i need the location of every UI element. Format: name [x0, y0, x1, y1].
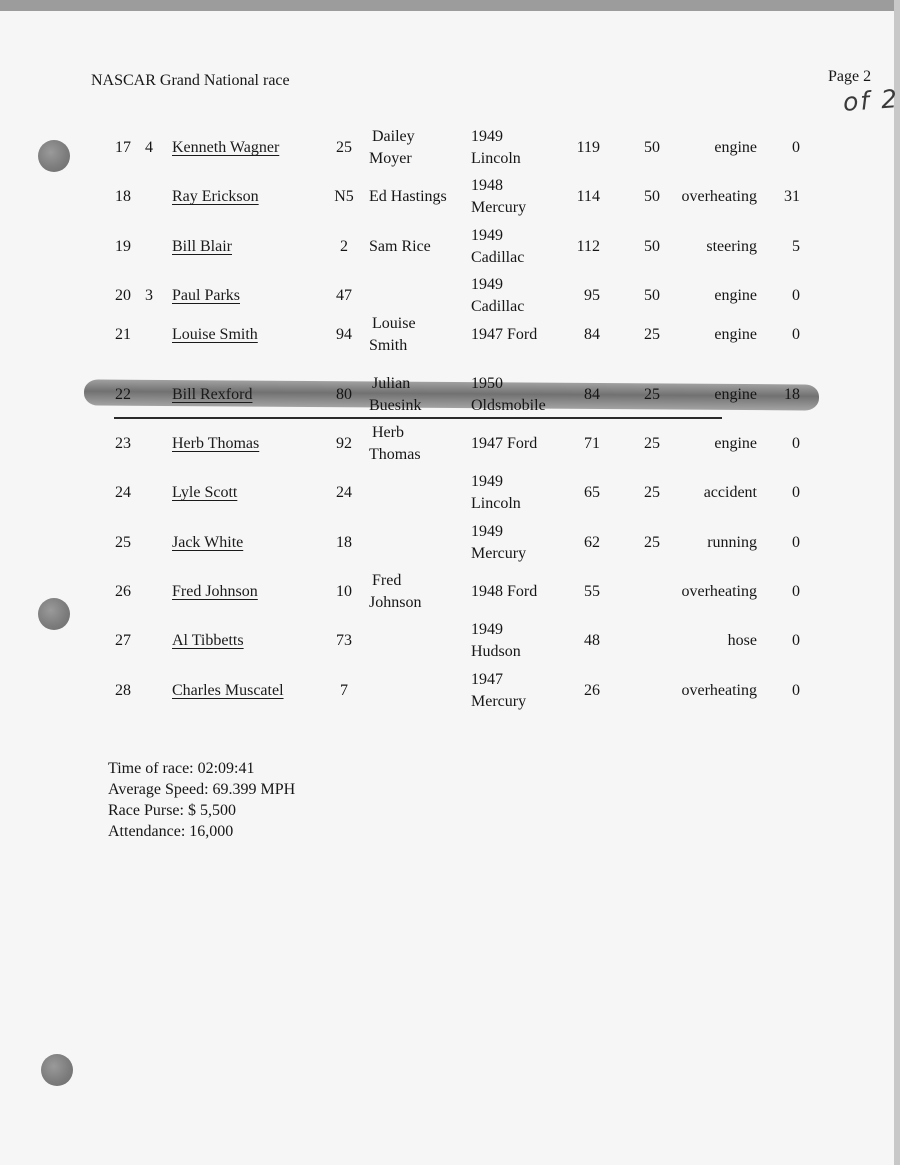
- points: 0: [792, 139, 800, 156]
- attendance: Attendance: 16,000: [108, 823, 234, 840]
- finish-status: overheating: [681, 682, 757, 699]
- car-number: 7: [340, 682, 348, 699]
- car-owner: Ed Hastings: [369, 188, 447, 205]
- car-make: 1947 Ford: [471, 435, 538, 452]
- driver-name[interactable]: Lyle Scott: [172, 484, 238, 501]
- points: 0: [792, 326, 800, 343]
- laps-completed: 26: [584, 682, 600, 699]
- finish-status: engine: [714, 435, 757, 452]
- points: 0: [792, 583, 800, 600]
- finish-position: 23: [115, 435, 131, 452]
- car-make: 1950 Oldsmobile: [471, 375, 546, 414]
- driver-name[interactable]: Louise Smith: [172, 326, 258, 343]
- finish-status: running: [707, 534, 757, 551]
- driver-name[interactable]: Charles Muscatel: [172, 682, 284, 699]
- car-make: 1948 Ford: [471, 583, 538, 600]
- driver-name[interactable]: Fred Johnson: [172, 583, 258, 600]
- finish-status: hose: [727, 632, 757, 649]
- car-number: 80: [336, 386, 352, 403]
- points: 0: [792, 534, 800, 551]
- car-number: 92: [336, 435, 352, 452]
- driver-name[interactable]: Paul Parks: [172, 287, 240, 304]
- car-number: 25: [336, 139, 352, 156]
- driver-name[interactable]: Bill Blair: [172, 238, 232, 255]
- average-speed: Average Speed: 69.399 MPH: [108, 781, 296, 798]
- driver-name[interactable]: Bill Rexford: [172, 386, 253, 403]
- car-number: 94: [336, 326, 352, 343]
- finish-position: 26: [115, 583, 131, 600]
- car-make: 1949 Cadillac: [471, 276, 525, 315]
- finish-position: 22: [115, 386, 131, 403]
- race-purse: Race Purse: $ 5,500: [108, 802, 236, 819]
- prize-money: 50: [644, 188, 660, 205]
- start-position: 3: [145, 287, 153, 304]
- finish-position: 21: [115, 326, 131, 343]
- car-make: 1949 Lincoln: [471, 128, 521, 167]
- laps-completed: 55: [584, 583, 600, 600]
- laps-completed: 112: [576, 238, 600, 255]
- points: 5: [792, 238, 800, 255]
- points: 0: [792, 484, 800, 501]
- finish-status: engine: [714, 139, 757, 156]
- handwritten-page-note: of 2: [842, 84, 900, 117]
- points: 18: [784, 386, 800, 403]
- laps-completed: 65: [584, 484, 600, 501]
- car-owner: Julian Buesink: [369, 375, 422, 414]
- points: 0: [792, 435, 800, 452]
- finish-position: 18: [115, 188, 131, 205]
- finish-status: overheating: [681, 583, 757, 600]
- car-make: 1949 Lincoln: [471, 473, 521, 512]
- prize-money: 25: [644, 326, 660, 343]
- prize-money: 50: [644, 287, 660, 304]
- driver-name[interactable]: Jack White: [172, 534, 244, 551]
- finish-position: 28: [115, 682, 131, 699]
- strike-underline: [114, 417, 722, 419]
- laps-completed: 84: [584, 326, 600, 343]
- punch-hole-top: [38, 140, 70, 172]
- car-number: 18: [336, 534, 352, 551]
- laps-completed: 71: [584, 435, 600, 452]
- car-make: 1949 Mercury: [471, 523, 527, 562]
- car-owner: Dailey Moyer: [369, 128, 415, 167]
- prize-money: 25: [644, 534, 660, 551]
- finish-position: 27: [115, 632, 131, 649]
- finish-status: engine: [714, 326, 757, 343]
- finish-position: 19: [115, 238, 131, 255]
- finish-status: accident: [703, 484, 757, 501]
- car-make: 1948 Mercury: [471, 177, 527, 216]
- time-of-race: Time of race: 02:09:41: [108, 760, 255, 777]
- laps-completed: 84: [584, 386, 600, 403]
- car-number: 24: [336, 484, 352, 501]
- car-number: 47: [336, 287, 352, 304]
- finish-position: 25: [115, 534, 131, 551]
- points: 0: [792, 682, 800, 699]
- car-make: 1947 Mercury: [471, 671, 527, 710]
- punch-hole-bottom: [41, 1054, 73, 1086]
- car-make: 1949 Hudson: [471, 621, 521, 660]
- finish-status: engine: [714, 386, 757, 403]
- punch-hole-middle: [38, 598, 70, 630]
- points: 31: [784, 188, 800, 205]
- finish-status: engine: [714, 287, 757, 304]
- driver-name[interactable]: Al Tibbetts: [172, 632, 244, 649]
- car-owner: Fred Johnson: [369, 572, 422, 611]
- start-position: 4: [145, 139, 153, 156]
- prize-money: 25: [644, 386, 660, 403]
- finish-position: 24: [115, 484, 131, 501]
- car-make: 1947 Ford: [471, 326, 538, 343]
- document-title: NASCAR Grand National race: [91, 72, 290, 89]
- laps-completed: 119: [576, 139, 600, 156]
- scan-edge-right: [894, 0, 900, 1165]
- prize-money: 25: [644, 484, 660, 501]
- prize-money: 50: [644, 139, 660, 156]
- driver-name[interactable]: Herb Thomas: [172, 435, 260, 452]
- finish-position: 20: [115, 287, 131, 304]
- car-number: 2: [340, 238, 348, 255]
- laps-completed: 95: [584, 287, 600, 304]
- scan-edge-top: [0, 0, 900, 11]
- driver-name[interactable]: Kenneth Wagner: [172, 139, 280, 156]
- car-owner: Herb Thomas: [369, 424, 421, 463]
- car-owner: Sam Rice: [369, 238, 431, 255]
- car-owner: Louise Smith: [369, 315, 416, 354]
- car-make: 1949 Cadillac: [471, 227, 525, 266]
- driver-name[interactable]: Ray Erickson: [172, 188, 259, 205]
- finish-position: 17: [115, 139, 131, 156]
- car-number: 10: [336, 583, 352, 600]
- points: 0: [792, 632, 800, 649]
- points: 0: [792, 287, 800, 304]
- laps-completed: 114: [576, 188, 600, 205]
- prize-money: 50: [644, 238, 660, 255]
- finish-status: overheating: [681, 188, 757, 205]
- prize-money: 25: [644, 435, 660, 452]
- page-label: Page 2: [828, 68, 872, 85]
- finish-status: steering: [706, 238, 757, 255]
- car-number: 73: [336, 632, 352, 649]
- laps-completed: 48: [584, 632, 600, 649]
- laps-completed: 62: [584, 534, 600, 551]
- car-number: N5: [334, 188, 354, 205]
